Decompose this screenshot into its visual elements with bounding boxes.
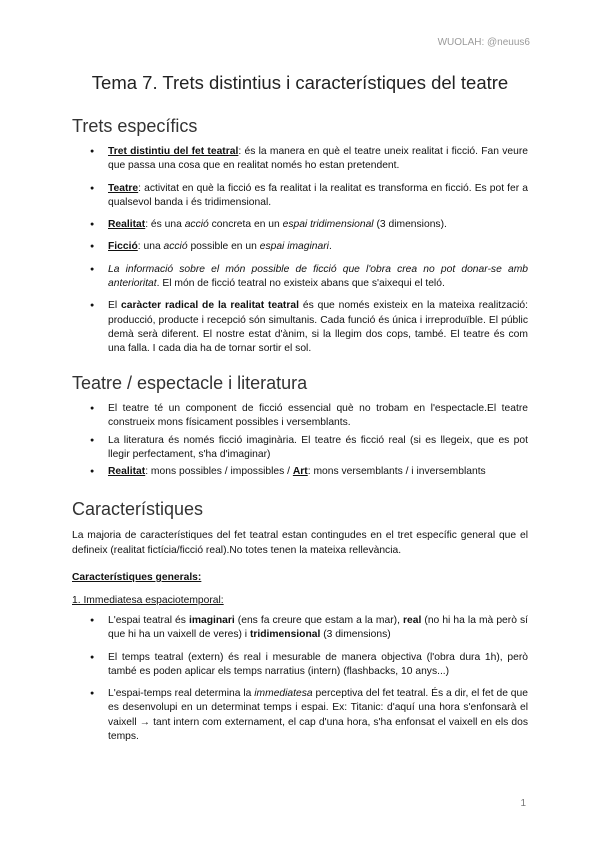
section-heading-caracteristiques: Característiques (72, 499, 204, 519)
page-title: Tema 7. Trets distintius i característiques del teatre (91, 72, 509, 93)
list-item: ● Teatre: activitat en què la ficció es fa realitat i la realitat es transforma en ficció. Es pot fer a qualsevol banda i és tridimensional. (90, 182, 528, 211)
numbered-heading: 1. Immediatesa espaciotemporal: (72, 595, 224, 606)
intro-paragraph: La majoria de característiques del fet teatral estan contingudes en el tret específic general que el defineix (realitat fictícia/ficció real).No totes tenen la mateixa rellevància. (72, 530, 528, 556)
list-item: ● L'espai teatral és imaginari (ens fa creure que estam a la mar), real (no hi ha la mà però sí que hi ha un vaixell de veres) i tridimensional (3 dimensions) (90, 614, 528, 643)
teatre-list (90, 402, 528, 482)
list-item: ● La informació sobre el món possible de ficció que l'obra crea no pot donar-se amb anterioritat. El món de ficció teatral no existeix abans que s'aixequi el teló. (90, 263, 528, 292)
list-item: ● Tret distintiu del fet teatral: és la manera en què el teatre uneix realitat i ficció. Fan veure que passa una cosa que en realitat només ho estan pretendent. (90, 145, 528, 174)
list-item: ● Realitat: mons possibles / impossibles / Art: mons versemblants / i inversemblants (90, 465, 528, 479)
subheading: Característiques generals: (72, 572, 202, 583)
list-item: ● El caràcter radical de la realitat teatral és que només existeix en la mateixa realització: producció, producte i recepció són simultanis. Cada funció és única i irreproduïble. El públic demà serà diferent. El nostre estat d'ànim, si la llegim dos cops, també. El teatre és com una falla. I cada dia ha de tornar sortir el sol. (90, 299, 528, 356)
watermark: WUOLAH: @neuus6 (437, 37, 530, 48)
list-item: ● El temps teatral (extern) és real i mesurable de manera objectiva (l'obra dura 1h), però també es poden aplicar els temps narratius (intern) (flashbacks, 10 anys...) (90, 651, 528, 680)
list-item: ● La literatura és només ficció imaginària. El teatre és ficció real (si es llegeix, que es pot llegir perfectament, s'ha d'imaginar) (90, 434, 528, 463)
list-item: ● L'espai-temps real determina la immediatesa perceptiva del fet teatral. És a dir, el fet de que es desenvolupi en un determinat temps i espai. Ex: Titanic: d'aquí una hora s'enfonsarà el vaixell → tant intern com externament, el cap d'una hora, s'ha enfonsat el vaixell en els dos temps. (90, 687, 528, 744)
page-number: 1 (520, 798, 526, 809)
section-heading-trets: Trets específics (72, 116, 198, 136)
trets-list (90, 145, 528, 365)
list-item: ● Ficció: una acció possible en un espai imaginari. (90, 240, 528, 254)
section-heading-teatre: Teatre / espectacle i literatura (72, 373, 308, 393)
caracteristiques-list (90, 614, 528, 752)
list-item: ● El teatre té un component de ficció essencial què no trobam en l'espectacle.El teatre construeix mons físicament possibles i versemblants. (90, 402, 528, 431)
list-item: ● Realitat: és una acció concreta en un espai tridimensional (3 dimensions). (90, 218, 528, 232)
